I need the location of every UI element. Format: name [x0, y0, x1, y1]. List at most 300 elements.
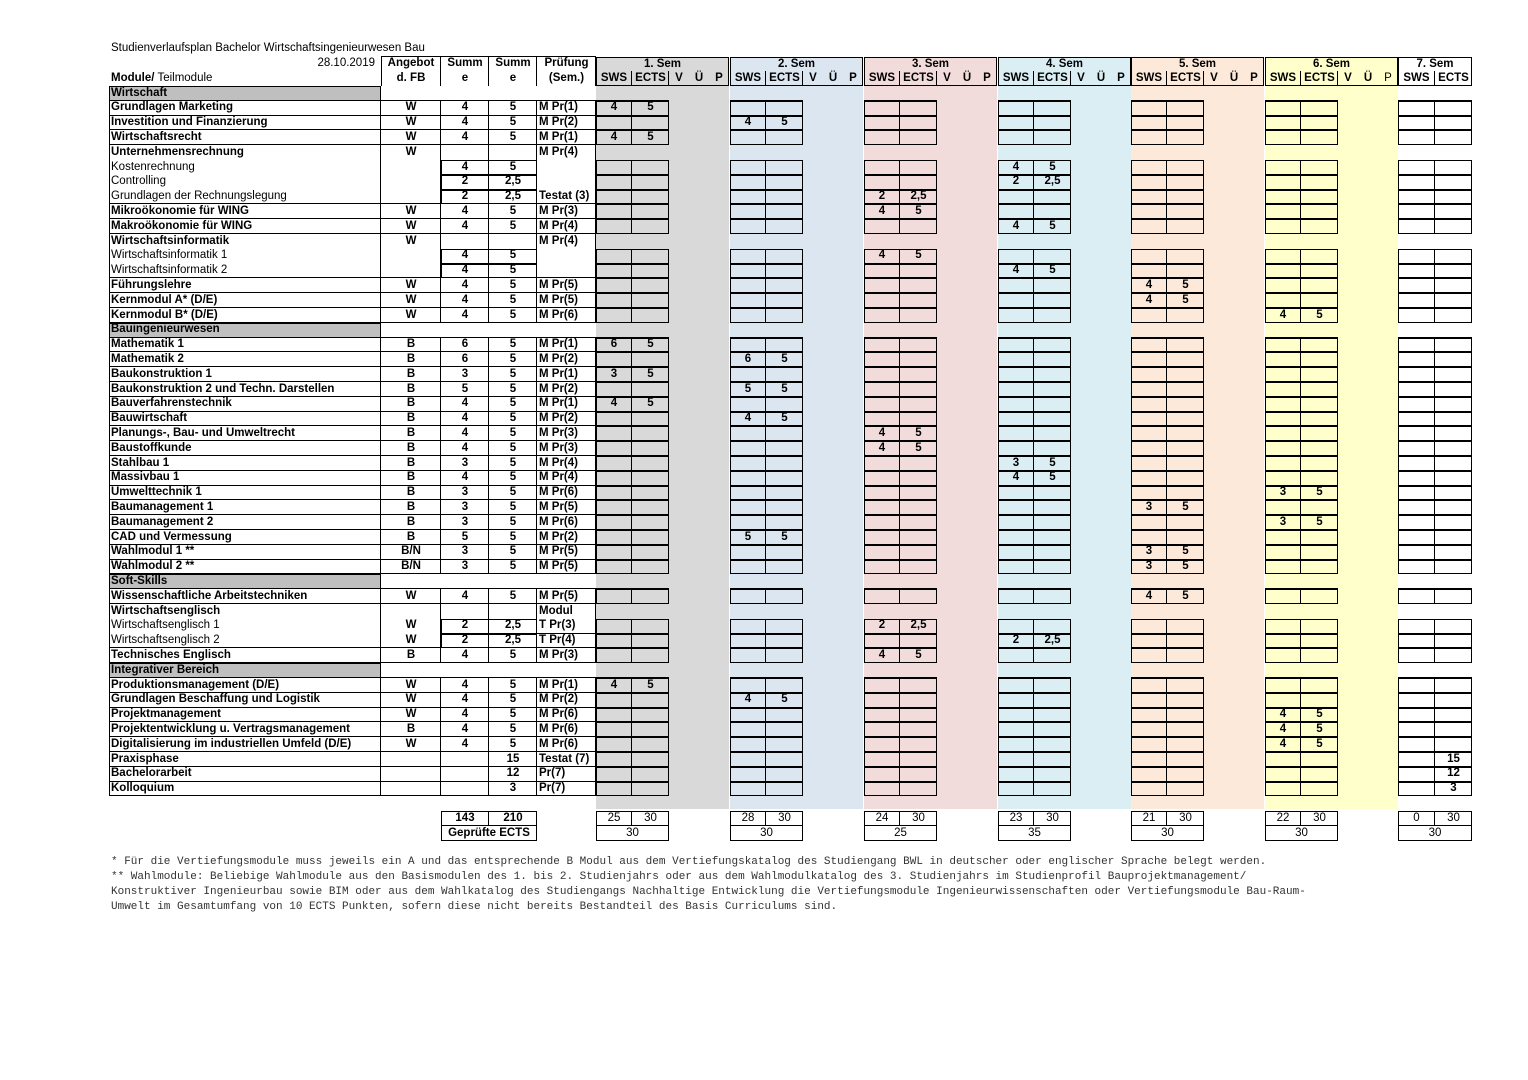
cell-border — [1265, 634, 1301, 649]
cell-border — [1131, 574, 1204, 589]
cell-border — [900, 308, 937, 323]
module-name: Mathematik 1 — [111, 338, 184, 351]
p-header: P — [983, 72, 991, 84]
angebot-cell: B — [406, 456, 416, 469]
sum-sws-cell: 4 — [461, 693, 469, 706]
cell-border — [730, 722, 766, 737]
cell-border — [632, 264, 669, 279]
cell-border — [1034, 204, 1071, 219]
cell-border — [632, 412, 669, 427]
cell-border — [730, 619, 766, 634]
ects-value: 5 — [1049, 160, 1056, 173]
cell-border — [1265, 693, 1301, 708]
cell-border — [864, 160, 900, 175]
cell-border — [730, 560, 766, 575]
cell-border — [489, 145, 537, 160]
sum-sws-cell: 4 — [461, 589, 469, 602]
cell-border — [1301, 204, 1338, 219]
p-header: P — [1117, 72, 1125, 84]
cell-border — [1301, 293, 1338, 308]
sws-header: SWS — [1403, 72, 1430, 84]
cell-border — [596, 278, 632, 293]
module-name: Kolloquium — [111, 782, 175, 795]
cell-border — [1435, 101, 1472, 116]
ects-value: 5 — [915, 426, 922, 439]
cell-border — [864, 767, 900, 782]
cell-border — [381, 782, 441, 797]
sum-sws-cell: 3 — [461, 486, 469, 499]
cell-border — [1167, 338, 1204, 353]
cell-border — [1265, 249, 1301, 264]
cell-border — [766, 737, 803, 752]
cell-border — [1034, 352, 1071, 367]
cell-border — [864, 545, 900, 560]
sws-value: 3 — [1279, 486, 1287, 499]
cell-border — [730, 367, 766, 382]
module-name: Praxisphase — [111, 752, 179, 765]
cell-border — [1398, 708, 1435, 723]
cell-border — [537, 175, 596, 190]
cell-border — [900, 782, 937, 797]
module-name: Führungslehre — [111, 278, 192, 291]
cell-border — [730, 471, 766, 486]
cell-border — [998, 648, 1034, 663]
ects-value: 5 — [647, 397, 654, 410]
cell-border — [596, 382, 632, 397]
pruefung-cell: M Pr(4) — [539, 219, 578, 232]
sum-sws-cell: 3 — [461, 560, 469, 573]
section-header: Wirtschaft — [111, 86, 168, 99]
cell-border — [1398, 456, 1435, 471]
cell-border — [1131, 397, 1167, 412]
cell-border — [1435, 619, 1472, 634]
cell-border — [1131, 426, 1167, 441]
sws-value: 5 — [744, 530, 752, 543]
cell-border — [1167, 367, 1204, 382]
semester-header-5: 5. Sem — [1178, 58, 1217, 70]
cell-border — [864, 219, 900, 234]
cell-border — [1265, 500, 1301, 515]
cell-border — [596, 500, 632, 515]
cell-border — [1034, 486, 1071, 501]
cell-border — [1167, 352, 1204, 367]
pruefung-cell: Testat (7) — [539, 752, 590, 765]
footnote-3: Konstruktiver Ingenieurbau sowie BIM oder aus dem Wahlkatalog des Studiengangs Nachhaltige Entwicklung die Vertiefungsmodule Ingenieurwissenschaften oder Vertiefungsmodule Bau-Raum- — [111, 886, 1306, 898]
cell-border — [1167, 130, 1204, 145]
cell-border — [381, 752, 441, 767]
cell-border — [632, 722, 669, 737]
sws-value: 4 — [1012, 471, 1020, 484]
semester-header-7: 7. Sem — [1416, 58, 1454, 70]
cell-border — [489, 604, 537, 619]
module-name: Stahlbau 1 — [111, 456, 170, 469]
cell-border — [1301, 648, 1338, 663]
cell-border — [1435, 708, 1472, 723]
cell-border — [596, 323, 669, 338]
cell-border — [1301, 441, 1338, 456]
angebot-cell: W — [405, 737, 417, 750]
cell-border — [1435, 338, 1472, 353]
cell-border — [1034, 752, 1071, 767]
cell-border — [864, 782, 900, 797]
cell-border — [1398, 190, 1435, 205]
cell-border — [730, 190, 766, 205]
cell-border — [632, 500, 669, 515]
cell-border — [1301, 471, 1338, 486]
cell-border — [1167, 160, 1204, 175]
cell-border — [1167, 204, 1204, 219]
cell-border — [1265, 530, 1301, 545]
cell-border — [1131, 308, 1167, 323]
cell-border — [441, 782, 489, 797]
cell-border — [1301, 619, 1338, 634]
cell-border — [1167, 456, 1204, 471]
cell-border — [1265, 397, 1301, 412]
cell-border — [596, 486, 632, 501]
cell-border — [1131, 190, 1167, 205]
module-name: Mathematik 2 — [111, 352, 184, 365]
cell-border — [596, 412, 632, 427]
pruefung-header: Prüfung — [544, 57, 589, 69]
submodule-name: Wirtschaftsenglisch 2 — [111, 634, 220, 647]
cell-border — [998, 500, 1034, 515]
cell-border — [381, 323, 596, 338]
cell-border — [1034, 589, 1071, 604]
cell-border — [1398, 175, 1435, 190]
cell-border — [864, 278, 900, 293]
sum-sws-cell: 4 — [461, 116, 469, 129]
angebot-cell: W — [405, 219, 417, 232]
cell-border — [1435, 515, 1472, 530]
cell-border — [998, 530, 1034, 545]
cell-border — [864, 708, 900, 723]
cell-border — [1435, 412, 1472, 427]
pruefung-cell: M Pr(1) — [539, 130, 578, 143]
cell-border — [596, 426, 632, 441]
cell-border — [730, 708, 766, 723]
ects-value: 5 — [1316, 308, 1323, 321]
cell-border — [1398, 249, 1435, 264]
cell-border — [1131, 663, 1204, 678]
u-header: Ü — [828, 72, 838, 84]
cell-border — [1398, 486, 1435, 501]
ects-value: 5 — [915, 249, 922, 262]
cell-border — [1265, 441, 1301, 456]
cell-border — [1398, 116, 1435, 131]
cell-border — [900, 530, 937, 545]
cell-border — [900, 589, 937, 604]
semester-header-2: 2. Sem — [777, 58, 816, 70]
cell-border — [1034, 130, 1071, 145]
u-header: Ü — [1096, 72, 1106, 84]
ects-value: 5 — [1182, 500, 1189, 513]
cell-border — [730, 782, 766, 797]
cell-border — [1167, 412, 1204, 427]
cell-border — [596, 86, 669, 101]
footnote-2: ** Wahlmodule: Beliebige Wahlmodule aus den Basismodulen des 1. bis 2. Studienjahrs oder aus dem Wahlmodulkatalog des 3. Studienjahrs im Studienprofil Bauprojektmanagement/ — [111, 871, 1247, 883]
cell-border — [766, 175, 803, 190]
cell-border — [1435, 471, 1472, 486]
geprueft-ects-value: 30 — [1161, 826, 1174, 839]
cell-border — [1034, 737, 1071, 752]
cell-border — [1034, 545, 1071, 560]
cell-border — [632, 619, 669, 634]
cell-border — [730, 86, 803, 101]
sum-ects-cell: 15 — [506, 752, 520, 765]
pruefung-cell: M Pr(3) — [539, 441, 578, 454]
semester-header-3: 3. Sem — [911, 58, 950, 70]
cell-border — [730, 160, 766, 175]
sum-sws-cell: 4 — [461, 249, 469, 262]
cell-border — [1265, 382, 1301, 397]
pruefung-cell: Testat (3) — [539, 190, 590, 203]
cell-border — [1131, 678, 1167, 693]
cell-border — [632, 545, 669, 560]
cell-border — [596, 352, 632, 367]
cell-border — [1435, 737, 1472, 752]
sws-value: 6 — [744, 352, 752, 365]
cell-border — [596, 160, 632, 175]
ects-value: 5 — [1316, 737, 1323, 750]
cell-border — [1131, 160, 1167, 175]
cell-border — [1131, 471, 1167, 486]
sum-ects-cell: 5 — [509, 530, 517, 543]
cell-border — [1131, 116, 1167, 131]
p-header: P — [1250, 72, 1258, 84]
sum-ects-cell: 5 — [509, 412, 517, 425]
cell-border — [1034, 619, 1071, 634]
geprueft-ects-value: 30 — [1295, 826, 1308, 839]
cell-border — [381, 264, 441, 279]
ects-value: 2,5 — [910, 190, 927, 203]
cell-border — [1034, 382, 1071, 397]
sum-ects-cell: 5 — [509, 589, 517, 602]
cell-border — [998, 515, 1034, 530]
angebot-cell: B — [406, 382, 416, 395]
cell-border — [900, 264, 937, 279]
module-name: Bauwirtschaft — [111, 412, 188, 425]
cell-border — [1131, 219, 1167, 234]
pruefung-cell: M Pr(2) — [539, 530, 578, 543]
ects-value: 12 — [1447, 767, 1460, 780]
cell-border — [900, 130, 937, 145]
cell-border — [730, 175, 766, 190]
angebot-cell: B — [406, 722, 416, 735]
ects-header: ECTS — [1304, 72, 1335, 84]
cell-border — [1265, 293, 1301, 308]
geprueft-ects-label: Geprüfte ECTS — [448, 826, 530, 839]
cell-border — [998, 278, 1034, 293]
geprueft-ects-value: 30 — [760, 826, 773, 839]
angebot-cell: B — [406, 412, 416, 425]
ects-value: 5 — [647, 678, 654, 691]
cell-border — [864, 264, 900, 279]
sws-value: 3 — [610, 367, 618, 380]
sum-ects-cell: 5 — [509, 708, 517, 721]
cell-border — [1301, 500, 1338, 515]
sum-ects-cell: 5 — [509, 160, 517, 173]
cell-border — [1034, 678, 1071, 693]
summe-ects-header-sub: e — [509, 72, 517, 84]
cell-border — [730, 486, 766, 501]
cell-border — [766, 308, 803, 323]
ects-value: 5 — [647, 101, 654, 114]
cell-border — [1435, 293, 1472, 308]
cell-border — [1131, 382, 1167, 397]
cell-border — [381, 249, 441, 264]
cell-border — [1265, 545, 1301, 560]
cell-border — [1301, 249, 1338, 264]
module-name: Technisches Englisch — [111, 648, 231, 661]
cell-border — [1435, 190, 1472, 205]
cell-border — [864, 471, 900, 486]
v-header: V — [943, 72, 951, 84]
sws-value: 4 — [1279, 708, 1287, 721]
cell-border — [632, 648, 669, 663]
cell-border — [1301, 338, 1338, 353]
cell-border — [596, 471, 632, 486]
cell-border — [1167, 782, 1204, 797]
total-sem-ects: 30 — [1313, 811, 1326, 824]
total-sem-ects: 30 — [644, 811, 657, 824]
cell-border — [1131, 619, 1167, 634]
cell-border — [864, 412, 900, 427]
cell-border — [1435, 175, 1472, 190]
sum-ects-cell: 5 — [509, 441, 517, 454]
sum-ects-cell: 2,5 — [505, 619, 521, 632]
cell-border — [998, 293, 1034, 308]
cell-border — [1398, 101, 1435, 116]
angebot-cell: B — [406, 367, 416, 380]
cell-border — [730, 752, 766, 767]
cell-border — [864, 574, 937, 589]
cell-border — [864, 530, 900, 545]
cell-border — [1167, 441, 1204, 456]
pruefung-cell: M Pr(5) — [539, 500, 578, 513]
sws-value: 4 — [610, 397, 618, 410]
cell-border — [1034, 708, 1071, 723]
date-label: 28.10.2019 — [317, 57, 375, 69]
cell-border — [998, 678, 1034, 693]
cell-border — [766, 190, 803, 205]
cell-border — [998, 101, 1034, 116]
cell-border — [1398, 752, 1435, 767]
module-header-label: Module/ — [111, 72, 155, 84]
cell-border — [1131, 752, 1167, 767]
cell-border — [1131, 486, 1167, 501]
cell-border — [1301, 101, 1338, 116]
cell-border — [1131, 352, 1167, 367]
sws-value: 4 — [878, 249, 886, 262]
module-name: Kernmodul A* (D/E) — [111, 293, 218, 306]
angebot-cell: W — [405, 278, 417, 291]
sum-sws-cell: 4 — [461, 204, 469, 217]
cell-border — [1301, 352, 1338, 367]
cell-border — [1435, 560, 1472, 575]
pruefung-cell: M Pr(6) — [539, 737, 578, 750]
cell-border — [632, 175, 669, 190]
total-sem-sws: 24 — [875, 811, 889, 824]
sws-value: 2 — [1012, 634, 1020, 647]
ects-value: 5 — [1182, 293, 1189, 306]
summe-ects-header: Summ — [495, 57, 531, 69]
module-header — [109, 71, 231, 86]
ects-value: 5 — [1049, 219, 1056, 232]
u-header: Ü — [1363, 72, 1373, 84]
cell-border — [730, 278, 766, 293]
ects-value: 5 — [1049, 456, 1056, 469]
cell-border — [1034, 338, 1071, 353]
cell-border — [1301, 782, 1338, 797]
v-header: V — [1077, 72, 1085, 84]
cell-border — [864, 752, 900, 767]
cell-border — [596, 663, 669, 678]
cell-border — [730, 249, 766, 264]
module-name: Baukonstruktion 2 und Techn. Darstellen — [111, 382, 335, 395]
sws-value: 2 — [1012, 175, 1020, 188]
sws-header: SWS — [868, 72, 896, 84]
cell-border — [1265, 619, 1301, 634]
cell-border — [864, 500, 900, 515]
cell-border — [1398, 219, 1435, 234]
cell-border — [596, 204, 632, 219]
module-name: Wirtschaftsrecht — [111, 130, 202, 143]
cell-border — [1167, 648, 1204, 663]
angebot-cell: W — [405, 145, 417, 158]
cell-border — [1435, 545, 1472, 560]
cell-border — [1167, 116, 1204, 131]
cell-border — [1167, 382, 1204, 397]
cell-border — [1265, 678, 1301, 693]
angebot-cell: B — [406, 352, 416, 365]
cell-border — [1301, 175, 1338, 190]
sum-ects-cell: 5 — [509, 219, 517, 232]
angebot-cell: B — [406, 441, 416, 454]
sum-sws-cell: 4 — [461, 308, 469, 321]
submodule-name: Controlling — [111, 175, 166, 188]
cell-border — [900, 500, 937, 515]
sum-sws-cell: 4 — [461, 278, 469, 291]
module-name: Baustoffkunde — [111, 441, 192, 454]
cell-border — [766, 278, 803, 293]
angebot-cell: W — [405, 308, 417, 321]
ects-value: 5 — [647, 367, 654, 380]
module-name: Projektentwicklung u. Vertragsmanagement — [111, 722, 351, 735]
cell-border — [900, 397, 937, 412]
cell-border — [900, 278, 937, 293]
cell-border — [596, 708, 632, 723]
cell-border — [1265, 116, 1301, 131]
sum-ects-cell: 5 — [509, 456, 517, 469]
cell-border — [1301, 634, 1338, 649]
cell-border — [632, 589, 669, 604]
cell-border — [537, 249, 596, 264]
cell-border — [381, 604, 441, 619]
pruefung-cell: M Pr(1) — [539, 397, 578, 410]
angebot-cell: W — [405, 693, 417, 706]
cell-border — [766, 441, 803, 456]
cell-border — [900, 367, 937, 382]
cell-border — [998, 412, 1034, 427]
sum-sws-cell: 4 — [461, 412, 469, 425]
total-sem-ects: 30 — [778, 811, 791, 824]
sws-value: 5 — [744, 382, 752, 395]
sws-value: 4 — [744, 116, 752, 129]
cell-border — [900, 560, 937, 575]
sws-value: 4 — [878, 648, 886, 661]
total-sws: 143 — [455, 811, 475, 824]
pruefung-cell: T Pr(3) — [539, 619, 576, 632]
